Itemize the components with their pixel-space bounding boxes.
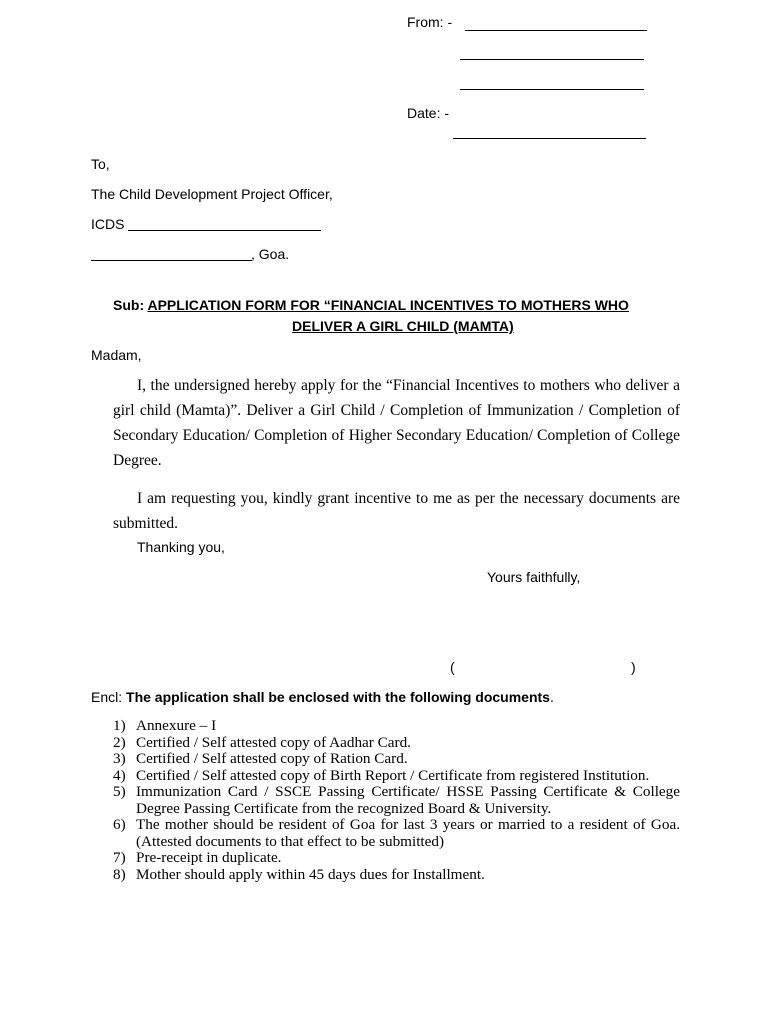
subject-title-1: APPLICATION FORM FOR “FINANCIAL INCENTIVES TO MOTHERS WHO: [147, 297, 629, 313]
closing-text: Yours faithfully,: [487, 569, 581, 585]
list-item-text: The mother should be resident of Goa for last 3 years or married to a resident of Goa. (Attested documents to that effect to be submitted): [136, 816, 680, 850]
list-item-text: Immunization Card / SSCE Passing Certificate/ HSSE Passing Certificate & College Degree Passing Certificate from the recognized Board & University.: [136, 783, 680, 817]
subject-title-2: DELIVER A GIRL CHILD (MAMTA): [292, 318, 514, 334]
documents-list: [113, 718, 680, 883]
signature-name-field[interactable]: [462, 659, 627, 677]
list-item: [113, 735, 680, 752]
enclosure-heading: [91, 689, 554, 705]
from-line-3[interactable]: [460, 89, 644, 90]
signature-close-paren: ): [631, 659, 636, 675]
list-item-text: Certified / Self attested copy of Aadhar Card.: [136, 733, 411, 751]
enclosure-heading-text: The application shall be enclosed with the following documents: [126, 689, 550, 705]
list-item-number: 7): [113, 849, 126, 866]
from-line-1[interactable]: [465, 30, 647, 31]
enclosure-period: .: [549, 689, 554, 705]
icds-blank-line[interactable]: [128, 230, 321, 231]
list-item-number: 5): [113, 783, 126, 800]
date-line[interactable]: [453, 138, 646, 139]
subject-prefix: Sub:: [113, 297, 145, 313]
list-item-number: 6): [113, 816, 126, 833]
list-item-number: 3): [113, 750, 126, 767]
list-item: [113, 768, 680, 785]
salutation: Madam,: [91, 347, 142, 363]
list-item: [113, 784, 680, 817]
list-item-text: Certified / Self attested copy of Ration Card.: [136, 750, 408, 767]
list-item-number: 4): [113, 766, 126, 784]
list-item: [113, 751, 680, 768]
body-paragraph-1-text: I, the undersigned hereby apply for the “Financial Incentives to mothers who deliver a girl child (Mamta)”. Deliver a Girl Child / Completion of Immunization / Completion of Secondary Education/ Completion of Higher Secondary Education/ Completion of College Degree.: [113, 377, 680, 469]
from-line-2[interactable]: [460, 59, 644, 60]
officer-title: The Child Development Project Officer,: [91, 186, 333, 202]
goa-suffix: , Goa.: [251, 246, 290, 262]
list-item-text: Mother should apply within 45 days dues for Installment.: [136, 865, 485, 883]
signature-open-paren: (: [450, 659, 455, 675]
list-item-number: 2): [113, 733, 126, 751]
body-paragraph-1: [113, 373, 680, 473]
body-paragraph-2: [113, 486, 680, 536]
list-item-text: Pre-receipt in duplicate.: [136, 849, 282, 866]
list-item-number: 1): [113, 717, 126, 734]
list-item: [113, 867, 680, 884]
list-item-text: Certified / Self attested copy of Birth Report / Certificate from registered Institution.: [136, 766, 650, 784]
date-label: Date: -: [407, 105, 450, 121]
to-label: To,: [91, 156, 110, 172]
enclosure-label: Encl:: [91, 689, 123, 705]
list-item: [113, 718, 680, 735]
icds-label: ICDS: [91, 216, 125, 232]
place-blank-line[interactable]: [91, 260, 252, 261]
list-item-text: Annexure – I: [136, 717, 217, 734]
list-item: [113, 817, 680, 850]
list-item-number: 8): [113, 865, 126, 883]
subject-line-1: [113, 297, 629, 313]
from-label: From: -: [407, 14, 453, 30]
list-item: [113, 850, 680, 867]
body-paragraph-2-text: I am requesting you, kindly grant incentive to me as per the necessary documents are submitted.: [113, 490, 680, 532]
thanking-text: Thanking you,: [137, 539, 225, 555]
